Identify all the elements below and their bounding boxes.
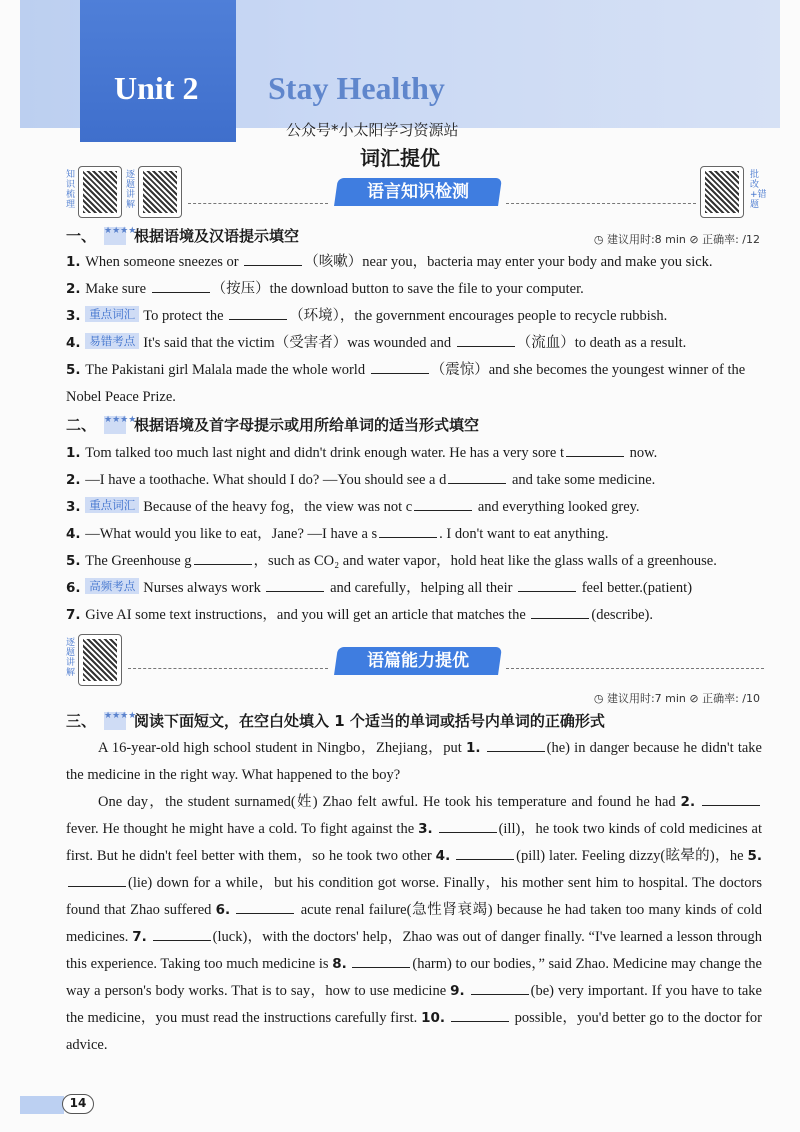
- text: Nurses always work: [143, 580, 265, 596]
- answer-blank[interactable]: [456, 846, 514, 860]
- text: The Greenhouse g: [85, 553, 192, 569]
- qr-code-icon[interactable]: [138, 166, 182, 218]
- unit-title: Stay Healthy: [268, 70, 445, 106]
- question-number: 2.: [680, 794, 696, 810]
- text: acute renal failure(急性肾衰竭) because he had taken too many kinds of cold medicines.: [66, 902, 762, 945]
- text: Give AI some text instructions，and you will get an article that matches the: [85, 607, 530, 623]
- answer-blank[interactable]: [566, 443, 624, 457]
- text: A 16-year-old high school student in Ningbo，Zhejiang，put: [98, 740, 466, 756]
- question-item: [66, 467, 766, 494]
- answer-blank[interactable]: [194, 551, 252, 565]
- answer-blank[interactable]: [229, 306, 287, 320]
- question-number: 1.: [66, 445, 86, 461]
- question-item: [66, 249, 766, 276]
- answer-blank[interactable]: [379, 524, 437, 538]
- qr-code-icon[interactable]: [78, 166, 122, 218]
- answer-blank[interactable]: [471, 981, 529, 995]
- text: [465, 983, 469, 999]
- question-number: 2.: [66, 281, 86, 297]
- text: （震惊）and she becomes the youngest winner of the Nobel Peace Prize.: [66, 362, 746, 405]
- text: [450, 848, 454, 864]
- question-item: [66, 440, 766, 467]
- qr-code-icon[interactable]: [700, 166, 744, 218]
- question-number: 6.: [215, 902, 231, 918]
- question-number: 3.: [418, 821, 433, 837]
- text: and everything looked grey.: [474, 499, 640, 515]
- question-number: 8.: [332, 956, 347, 972]
- text: —What would you like to eat，Jane? —I have a s: [85, 526, 378, 542]
- text: （按压）the download button to save the file to your computer.: [211, 281, 584, 297]
- text: feel better.(patient): [578, 580, 693, 596]
- question-number: 2.: [66, 472, 86, 488]
- divider: [128, 668, 328, 669]
- answer-blank[interactable]: [68, 873, 126, 887]
- question-number: 4.: [66, 335, 86, 351]
- question-number: 3.: [66, 499, 86, 515]
- text: (be) very important. If you have to take the medicine，you must read the instructions carefully first.: [66, 983, 762, 1026]
- text: (ill)，he took two kinds of cold medicines at first. But he didn't feel better with them，so he took two other: [66, 821, 763, 864]
- question-item: [66, 494, 766, 521]
- text: fever. He thought he might have a cold. To fight against the: [66, 821, 419, 837]
- question-number: 5.: [66, 362, 86, 378]
- section-banner: [334, 178, 502, 206]
- difficulty-stars-icon: ★★★★: [104, 712, 126, 730]
- text: [433, 821, 437, 837]
- text: —I have a toothache. What should I do? —You should see a d: [85, 472, 447, 488]
- question-item: [66, 575, 766, 602]
- answer-blank[interactable]: [266, 578, 324, 592]
- section-title: 词汇提优: [360, 146, 440, 170]
- question-number: 1.: [66, 254, 86, 270]
- text: Make sure: [85, 281, 150, 297]
- passage-paragraph: [66, 789, 762, 1059]
- answer-blank[interactable]: [487, 738, 545, 752]
- qr-label: 知识梳理: [66, 170, 76, 210]
- difficulty-stars-icon: ★★★★: [104, 416, 126, 434]
- text: [445, 1010, 449, 1026]
- part2-items: [66, 440, 766, 629]
- question-tag: 重点词汇: [85, 306, 139, 322]
- text: (describe).: [591, 607, 653, 623]
- text: To protect the: [143, 308, 228, 324]
- difficulty-stars-icon: ★★★★: [104, 227, 126, 245]
- question-number: 5.: [747, 848, 763, 864]
- text: One day，the student surnamed(姓) Zhao felt awful. He took his temperature and found he had: [98, 794, 681, 810]
- text: ，such as CO₂ and water vapor，hold heat like the glass walls of a greenhouse.: [253, 553, 717, 569]
- part-index: 二、: [66, 416, 97, 434]
- answer-blank[interactable]: [152, 279, 210, 293]
- question-number: 10.: [421, 1010, 445, 1026]
- text: It's said that the victim（受害者）was wounded and: [143, 335, 455, 351]
- text: Because of the heavy fog，the view was not c: [143, 499, 413, 515]
- part-index: 三、: [66, 712, 97, 730]
- question-number: 4.: [435, 848, 451, 864]
- text: [230, 902, 234, 918]
- answer-blank[interactable]: [439, 819, 497, 833]
- qr-label: 逐题讲解: [66, 638, 76, 678]
- part2-heading: [66, 414, 479, 435]
- answer-blank[interactable]: [702, 792, 760, 806]
- answer-blank[interactable]: [518, 578, 576, 592]
- part-title: 根据语境及首字母提示或用所给单词的适当形式填空: [134, 416, 480, 434]
- text: . I don't want to eat anything.: [439, 526, 609, 542]
- text: Tom talked too much last night and didn't drink enough water. He has a very sore t: [85, 445, 565, 461]
- divider: [506, 203, 696, 204]
- text: and take some medicine.: [508, 472, 656, 488]
- part-title: 阅读下面短文，在空白处填入 1 个适当的单词或括号内单词的正确形式: [134, 712, 605, 730]
- text: The Pakistani girl Malala made the whole world: [85, 362, 369, 378]
- question-number: 4.: [66, 526, 86, 542]
- answer-blank[interactable]: [244, 252, 302, 266]
- text: (luck)，with the doctors' help，Zhao was out of danger finally. “I've learned a lesson through this experience. Taking too much medicine is: [66, 929, 762, 972]
- part1-meta: ◷ 建议用时:8 min ⊘ 正确率: /12: [593, 233, 760, 246]
- question-item: [66, 548, 766, 575]
- page-number: 14: [62, 1094, 94, 1114]
- question-item: [66, 521, 766, 548]
- text: [147, 929, 151, 945]
- text: [347, 956, 351, 972]
- question-item: [66, 602, 766, 629]
- reading-passage: [66, 735, 762, 1059]
- divider: [188, 203, 328, 204]
- question-tag: 高频考点: [85, 578, 139, 594]
- text: now.: [626, 445, 658, 461]
- part-index: 一、: [66, 227, 97, 245]
- text: （咳嗽）near you，bacteria may enter your body and make you sick.: [304, 254, 713, 270]
- text: （流血）to death as a result.: [516, 335, 687, 351]
- answer-blank[interactable]: [414, 497, 472, 511]
- text: (harm) to our bodies，” said Zhao. Medicine may change the way a person's body works. That is to say，how to use medicine: [66, 956, 762, 999]
- text: (pill) later. Feeling dizzy(眩晕的)，he: [516, 848, 748, 864]
- divider: [506, 668, 764, 669]
- question-item: [66, 357, 766, 411]
- question-number: 7.: [66, 607, 86, 623]
- text: (he) in danger because he didn't take the medicine in the right way. What happened to the boy?: [66, 740, 762, 783]
- answer-blank[interactable]: [448, 470, 506, 484]
- question-number: 6.: [66, 580, 86, 596]
- question-number: 1.: [465, 740, 481, 756]
- question-number: 7.: [132, 929, 147, 945]
- part-title: 根据语境及汉语提示填空: [134, 227, 300, 245]
- answer-blank[interactable]: [236, 900, 294, 914]
- text: (lie) down for a while，but his condition got worse. Finally，his mother sent him to hospital. The doctors found that Zhao suffered: [66, 875, 762, 918]
- question-tag: 重点词汇: [85, 497, 139, 513]
- unit-label: Unit 2: [114, 70, 199, 106]
- question-number: 5.: [66, 553, 86, 569]
- part1-heading: [66, 225, 299, 246]
- question-item: [66, 276, 766, 303]
- answer-blank[interactable]: [451, 1008, 509, 1022]
- text: [695, 794, 700, 810]
- question-number: 9.: [450, 983, 465, 999]
- answer-blank[interactable]: [371, 360, 429, 374]
- text: [480, 740, 484, 756]
- question-item: [66, 303, 766, 330]
- text: and carefully，helping all their: [326, 580, 517, 596]
- qr-label: 逐题讲解: [126, 170, 136, 210]
- section-banner: [334, 647, 502, 675]
- text: possible，you'd better go to the doctor for advice.: [66, 1010, 763, 1053]
- part3-meta: ◷ 建议用时:7 min ⊘ 正确率: /10: [593, 692, 760, 705]
- question-number: 3.: [66, 308, 86, 324]
- banner-text: 语篇能力提优: [367, 651, 469, 671]
- question-tag: 易错考点: [85, 333, 139, 349]
- text: （环境），the government encourages people to recycle rubbish.: [289, 308, 668, 324]
- passage-paragraph: [66, 735, 762, 789]
- watermark: 公众号*小太阳学习资源站: [286, 121, 459, 139]
- question-item: [66, 330, 766, 357]
- part3-heading: [66, 710, 605, 731]
- text: When someone sneezes or: [85, 254, 243, 270]
- page-tab: [20, 1096, 64, 1114]
- qr-code-icon[interactable]: [78, 634, 122, 686]
- answer-blank[interactable]: [352, 954, 410, 968]
- qr-label: 批改+错题: [750, 170, 767, 210]
- answer-blank[interactable]: [531, 605, 589, 619]
- answer-blank[interactable]: [153, 927, 211, 941]
- answer-blank[interactable]: [457, 333, 515, 347]
- part1-items: [66, 249, 766, 411]
- banner-text: 语言知识检测: [367, 182, 469, 202]
